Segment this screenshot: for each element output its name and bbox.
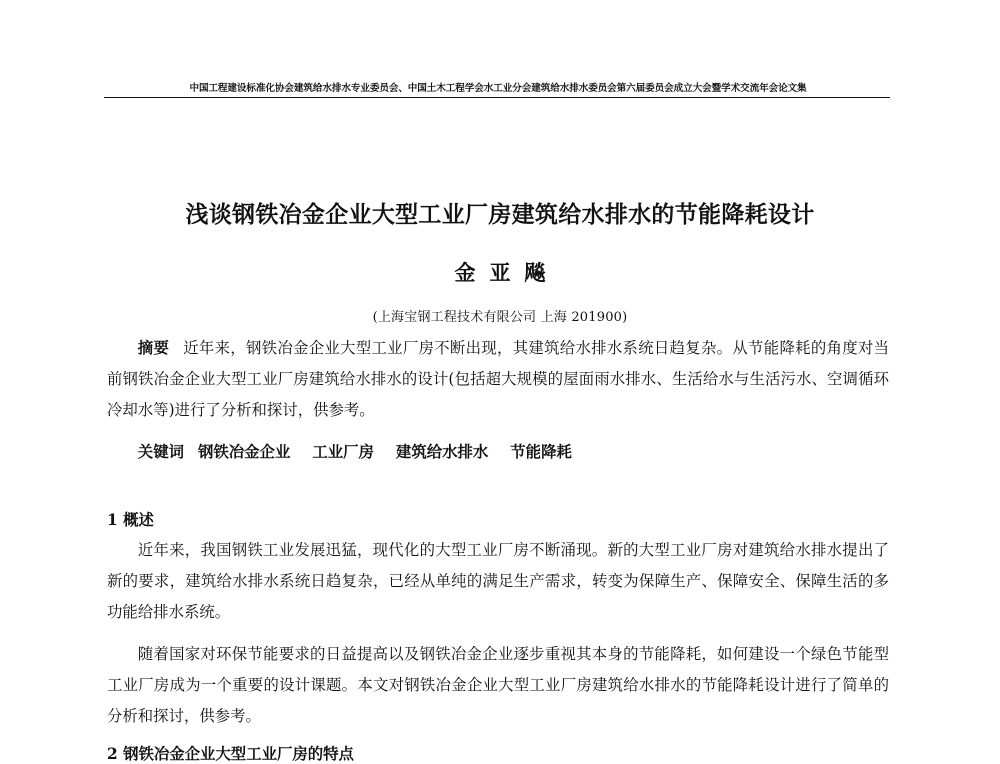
keywords-label: 关键词 bbox=[137, 443, 184, 461]
keywords bbox=[107, 437, 889, 468]
body-paragraph: 随着国家对环保节能要求的日益提高以及钢铁冶金企业逐步重视其本身的节能降耗，如何建设一个绿色节能型工业厂房成为一个重要的设计课题。本文对钢铁冶金企业大型工业厂房建筑给水排水的节能降耗设计进行了简单的分析和探讨，供参考。 bbox=[107, 645, 889, 725]
author-name: 金亚飚 bbox=[454, 260, 560, 285]
section-heading: 1 概述 bbox=[107, 511, 154, 529]
paper-title: 浅谈钢铁冶金企业大型工业厂房建筑给水排水的节能降耗设计 bbox=[185, 202, 815, 228]
abstract bbox=[107, 333, 889, 426]
keyword: 工业厂房 bbox=[312, 443, 374, 461]
abstract-text: 近年来，钢铁冶金企业大型工业厂房不断出现，其建筑给水排水系统日趋复杂。从节能降耗的角度对当前钢铁冶金企业大型工业厂房建筑给水排水的设计(包括超大规模的屋面雨水排水、生活给水与生活污水、空调循环冷却水等)进行了分析和探讨，供参考。 bbox=[107, 339, 889, 419]
abstract-label: 摘要 bbox=[137, 339, 170, 357]
section-heading: 2 钢铁冶金企业大型工业厂房的特点 bbox=[107, 745, 354, 763]
author-affiliation: (上海宝钢工程技术有限公司 上海 201900) bbox=[372, 310, 628, 325]
body-paragraph: 近年来，我国钢铁工业发展迅猛，现代化的大型工业厂房不断涌现。新的大型工业厂房对建筑给水排水提出了新的要求，建筑给水排水系统日趋复杂，已经从单纯的满足生产需求，转变为保障生产、保障安全、保障生活的多功能给排水系统。 bbox=[107, 541, 889, 621]
running-header: 中国工程建设标准化协会建筑给水排水专业委员会、中国土木工程学会水工业分会建筑给水排水委员会第六届委员会成立大会暨学术交流年会论文集 bbox=[189, 83, 807, 94]
header-rule bbox=[104, 97, 890, 98]
keyword: 节能降耗 bbox=[510, 443, 572, 461]
keyword: 建筑给水排水 bbox=[395, 443, 489, 461]
keyword: 钢铁冶金企业 bbox=[197, 443, 291, 461]
